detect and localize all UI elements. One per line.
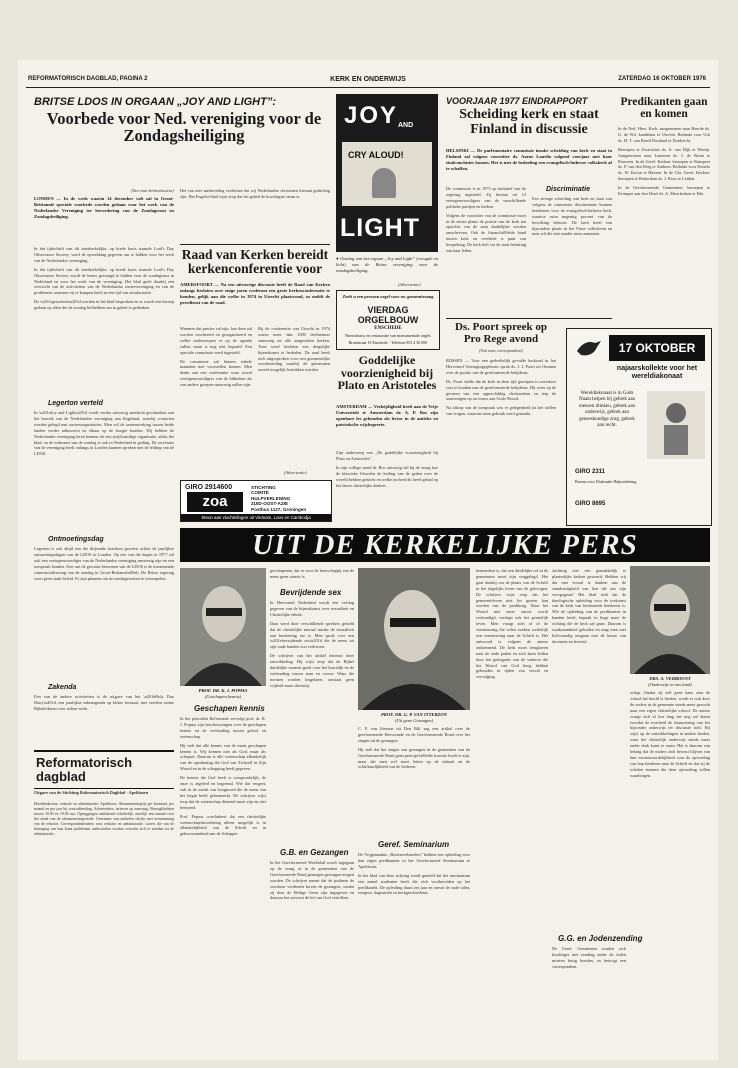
header-center: KERK EN ONDERWIJS xyxy=(330,76,406,83)
pers-body2: In Hervormd Nederland wordt een verslag gegeven van de bijeenkomst over sexualiteit en Christelijke ethiek. Daar werd door verschillende sprekers gesteld dat de christelijke moraal inzake de sexualiteit aan herziening toe is. Men sprak over een \u201ebevrijdende sex\u201d die de mens uit zijn oude banden zou verlossen. De schrijver van het artikel betreurt deze ontwikkeling. Hij wijst erop dat de Bijbel duidelijke normen geeft voor het huwelijk en de verhouding tussen man en vrouw. Waar die normen worden losgelaten, ontstaat geen vrijheid maar slavernij. xyxy=(270,600,354,688)
art1-body4: Een van de andere activiteiten is de uitgave van het \u201eHoly Day Diary\u201d, een jaarlijkse zakenagenda op kleine formaat, met veertien ruime Bijbelteksten voor iedere week. xyxy=(34,694,174,711)
pers-sub3: G.B. en Gezangen xyxy=(280,848,349,857)
colophon: Hoofdredacteur, redactie en administratie: Apeldoorn. Abonnementsprijs per kwartaal, per maand en per jaar bij vooruitbetaling. Advertenties: tarieven op aanvraag. Bezorgklachten tussen 18.00 en 19.00 uur. Opzeggingen uitsluitend schriftelijk, uiterlijk een maand voor het einde van de abonnementsperiode. Overname van artikelen slechts met toestemming van de redactie. Correspondentieadres voor redactie en administratie. Lezers die van de bezorging van hun krant problemen ondervinden worden verzocht zich te wenden tot de administratie. xyxy=(34,802,174,836)
kollekte-advert xyxy=(566,328,712,526)
kollekte-date: 17 OKTOBER xyxy=(609,335,705,361)
vierdag-advert xyxy=(336,290,440,350)
itterzon-caption: PROF. DR. G. P. VAN ITTERZON xyxy=(381,712,447,717)
art4-body-text: Zijn onderwerp was „De goddelijke voorzienigheid bij Plato en Aristoteles”. xyxy=(336,450,438,461)
art3-body2: Een strenge scheiding van kerk en staat zou volgens de commissie discriminatie kunnen betekenen voor de evangelisch-lutherse kerk, waartoe ruim negentig procent van de bevolking behoort. De kerk heeft een bijzondere plaats in het Finse volksleven en men wil die niet zonder meer aantasten. xyxy=(532,196,612,237)
art4-lead: AMSTERDAM — Veelzijdigheid heeft aan de Vrije Universiteit te Amsterdam dr. A. P. Bos zijn openbare les gehouden als lector in de antieke en patristische wijsbegeerte. xyxy=(336,404,438,428)
zoa-line2: COMITE xyxy=(251,490,269,496)
zoa-text xyxy=(251,485,306,512)
zoa-line3: HULPVERLENING xyxy=(251,495,291,501)
art5-body: RIJSSEN — Voor een gedeeltelijk gevulde kerkzaal in het Hervormd Verenigingsgebouw sprak ds. J. J. Poort uit Ommen over de positie van de gereformeerde belijdenis. Ds. Poort stelde dat de kerk in deze tijd geroepen is onverkort vast te houden aan de gereformeerde belijdenis. Hij wees op de gevaren van een oppervlakkig christendom en riep de aanwezigen op tot trouw aan Gods Woord. Na afloop van de toespraak was er gelegenheid tot het stellen van vragen, waarvan ruim gebruik werd gemaakt. xyxy=(446,358,556,417)
footer-text: Uitgave van de Stichting Reformatorisch Dagblad · Apeldoorn xyxy=(34,790,149,795)
header-right: ZATERDAG 16 OKTOBER 1976 xyxy=(618,76,706,82)
vierdag-title1: VIERDAG xyxy=(367,305,409,315)
art3-body: De commissie is in 1973 op initiatief van de regering ingesteld. Zij bestaat uit 13 vertegenwoordigers van de verschillende politieke partijen en kerken. Volgens de voorzitter van de commissie moet in de eerste plaats de positie van de kerk ten opzichte van de staat duidelijker worden omschreven. Ook de financi\u00eble band tussen kerk en overheid is punt van bespreking. De kerk heft via de staat belasting van haar leden. xyxy=(446,186,526,254)
pers-body5: kenmerken is, dat een duidelijke rol in de gemeenten moet zijn weggelegd. Het gaat daarbij om de plaats van de Schrift in het dagelijks leven van de gelovigen. De schrijver wijst erop dat het gemeenteleven niet los gezien kan worden van de prediking. Waar het Woord niet meer zuiver wordt verkondigd, verslapt ook het geestelijk leven. Men vraagt zich af of de vernieuwing die velen zoeken werkelijk een vernieuwing naar de Schrift is. Het antwoord is volgens de auteur ontkennend. De kerk moet terugkeren naar de oude paden en zich laten leiden door het getuigenis van de vaderen die het Woord van God hoog hebben gehouden in tijden van verval en vervolging. xyxy=(476,568,548,680)
art3-headline: Scheiding kerk en staat Finland in discussie xyxy=(459,107,599,137)
pers-body7: De Geref. Gemeenten zouden zich krachtiger met zending onder de Joden moeten bezig houden, zo betoogt een correspondent. xyxy=(552,946,626,969)
itterzon-photo xyxy=(358,568,470,710)
dove-icon xyxy=(575,337,603,361)
predikanten-body: In de Ned. Herv. Kerk: aangenomen naar Heerde ds. G. de Wit, kandidaat te Utrecht. Bedankt voor Urk ds. H. T. van Reedt Dortland te Dordrecht. Beroepen te Zwartsluis ds. A. van Dijk te Wezep. Aangenomen naar Lunteren ds. J. de Bruin te Rouveen. In de Geref. Kerken: beroepen te Nunspeet ds. P. van den Berg te Arnhem. Bedankt voor Ermelo ds. W. Kroon te Hattem. In de Chr. Geref. Kerken: beroepen te Rotterdam ds. J. Roos te Leiden. In de Gereformeerde Gemeenten: beroepen te Krimpen aan den IJssel ds. A. Moerkerken te Ede. xyxy=(618,126,710,197)
pers-body1: In het periodiek Reformatie vervolgt prof. dr. K. J. Popma zijn beschouwingen over de geschapen kennis en de verhouding tussen geloof en wetenschap. Hij stelt dat alle kennis van de mens geschapen kennis is. Wij kennen niet als God, maar als schepsel. Daarom is alle wetenschap afhankelijk van de openbaring die God van Zichzelf in Zijn Woord en in de schepping heeft gegeven. De kennis die God heeft is oorspronkelijk; de onze is afgeleid en begrensd. Wie dat vergeet, valt in de zonde van hoogmoed die de mens van het begin heeft gekenmerkt. De schrijver wijst erop dat de wetenschap dienend moet zijn en niet heersend. Prof. Popma concludeert dat een christelijke wetenschapsbeoefening alleen mogelijk is in afhankelijkheid van de Schrift en in gehoorzaamheid aan de Schepper. xyxy=(180,716,266,837)
art5-body-text: RIJSSEN — Voor een gedeeltelijk gevulde kerkzaal in het Hervormd Verenigingsgebouw sprak ds. J. J. Poort uit Ommen over de positie van de gereformeerde belijdenis. xyxy=(446,358,556,375)
pers-sub5: G.G. en Jodenzending xyxy=(558,934,643,943)
pers-body4-text: De Vrijgemaakte „Buitenverbanders” hebben een opleiding voor hun eigen predikanten in het Gereformeerd Seminarium te Apeldoorn. xyxy=(358,852,470,869)
cover-illustration xyxy=(372,168,396,198)
vierdag-text: Nieuwbouw en restauratie van monumentale orgels xyxy=(344,333,432,338)
vierdag-intro: Zeeft u een persoon orgel voor uw gemeentezang xyxy=(342,294,434,299)
art2-headline: Raad van Kerken bereidt kerkenconferentie voor xyxy=(181,247,329,277)
kollekte-giro2: GIRO 8695 xyxy=(575,501,606,507)
art1-sub3: Zakenda xyxy=(48,684,77,691)
cry-aloud: CRY ALOUD! xyxy=(348,150,404,160)
verbooent-photo xyxy=(630,566,710,674)
zoa-line4: ZUID-OOST-AZIE xyxy=(251,501,289,507)
pers-body2-text: In Hervormd Nederland wordt een verslag gegeven van de bijeenkomst over sexualiteit en Christelijke ethiek. xyxy=(270,600,354,617)
header-left: REFORMATORISCH DAGBLAD, PAGINA 2 xyxy=(28,76,148,82)
itterzon-subcaption: (Uit gene Gezangen) xyxy=(394,718,434,723)
pers-sub4: Geref. Seminarium xyxy=(378,840,450,849)
art5-byline: (Van onze correspondent) xyxy=(479,348,523,353)
vierdag-title2: ORGELBOUW xyxy=(357,315,419,325)
art4-headline: Goddelijke voorzienigheid bij Plato en Aristoteles xyxy=(337,353,437,393)
header-rule xyxy=(26,87,710,88)
art3-kicker: VOORJAAR 1977 EINDRAPPORT xyxy=(446,96,588,106)
kollekte-body: Wereldiakonaat is in Gods Naam helpen bij gebrek aan mensen drinken, gebrek aan onderwijs, gebrek aan geneeskundige zorg, gebrek aan recht. xyxy=(578,391,636,429)
art1-body: In dat tijdschrift van dit interkerkelijke, op brede basis staande Lord's Day Observance Society, werd de opwekking gegeven om te bidden voor het werk van de Nederlandse vereniging. In dat tijdschrift van dit interkerkelijke, op brede basis staande Lord's Day Observance Society wordt de lezers gevraagd te bidden voor de zondagsrust in Nederland en voor het werk van de vereniging. Het blad geeft daarbij een overzicht van de activiteiten van de Nederlandse zustervereniging en van de problemen waarmee zij te kampen heeft in een tijd van secularisatie. De \u201egeruchten\u201d worden in het blad besproken en er wordt een beroep gedaan op allen die de zondag liefhebben om in gebed te gedenken. xyxy=(34,246,174,311)
pers-sub2: Bevrijdende sex xyxy=(280,588,342,597)
zoa-line1: STICHTING xyxy=(251,485,276,490)
art1-sub2: Ontmoetingsdag xyxy=(48,536,104,543)
kollekte-illustration xyxy=(647,391,705,459)
footer-logo: Reformatorisch dagblad xyxy=(36,755,133,784)
zoa-giro: GIRO 2914600 xyxy=(185,484,233,491)
art2-lead: AMERSFOORT — Na een uitvoerige discussie heeft de Raad van Kerken onlangs besloten over enige jaren wederom een grote kerkenconferentie te houden, gelijk aan die welke in 1974 in Utrecht plaatsvond, zo meldt de persdienst van de raad. xyxy=(180,282,330,306)
kollekte-small: Bureau voor Diakonale Hulpverlening xyxy=(575,479,637,484)
vierdag-advert-label: (Advertentie) xyxy=(398,282,421,287)
joy-word: JOY xyxy=(344,102,399,129)
art1-byline: (Van onze kerkredacteur) xyxy=(130,188,174,193)
art2-body-text: Wanneer dat precies zal zijn, hoe deze zal worden voorbereid en georganiseerd en welke onderwerpen er op de agenda zullen staan is nog niet bepaald. Een speciale commissie werd ingesteld. xyxy=(180,326,252,355)
pers-body-intro: geschapenen, dat er voor de heerschappij van de mens geen ruimte is. xyxy=(270,568,354,579)
art1-sub1: Legerton verteld xyxy=(48,400,103,407)
cover-inner xyxy=(342,142,432,206)
art1-body3: Legerton is ook altijd een der drijvende krachten geweest achter de jaarlijkse ontmoetingsdagen van de LDOS in Londen. Op een van die dagen in 1977 zal ook een vertegenwoordiger van de Nederlandse vereniging aanwezig zijn en een toespraak houden. Een van de grootste bezwaren van de LDOS is de toenemende commercialisering van de zondag in Groot-Brittanni\u00eb. De Britse regering voert geen strak beleid. Er zijn plannen om de zondagswetten te versoepelen. xyxy=(34,546,174,581)
pers-body3: C. P. van Itterzon uit Den Bilt zag een artikel over de gereformeerde Hervormde en de Gereformeerde Bond over het zingen uit de gezangen. Hij stelt dat het zingen van gezangen in de gemeenten van de Gereformeerde Bond geen principi\u00eble kwestie hoeft te zijn, maar dat men wel moet letten op de inhoud en de schriftuurlijkheid van de liederen. xyxy=(358,726,470,770)
art2-rule xyxy=(180,244,330,245)
zoa-logo: zoa xyxy=(187,492,243,512)
vierdag-place: ENSCHEDE xyxy=(374,326,402,331)
pers-body8: schap. Omdat zij zelf geen kans zien de school het hoofd te bieden, wordt er ook door de ouders in de gemeente steeds meer gezocht naar een eigen christelijke school. De auteur vraagt zich af hoe lang het nog zal duren voordat de overheid de financiering van het bijzonder onderwijs ter discussie stelt. Hij wijst op de ontwikkelingen in andere landen, waar het christelijk onderwijs steeds meer onder druk komt te staan. Het is daarom van belang dat de ouders zich bewust blijven van hun verantwoordelijkheid voor de opvoeding van hun kinderen naar de Schrift en dat zij de scholen steunen die deze opvoeding willen waarborgen. xyxy=(630,690,710,778)
art4-body: Zijn onderwerp was „De goddelijke voorzienigheid bij Plato en Aristoteles”. In zijn college stond dr. Bos uitvoerig stil bij de vraag hoe de klassieke filosofen de leiding van de goden over de wereld hebben gedacht en welke invloed dit heeft gehad op het latere christelijke denken. xyxy=(336,450,438,488)
art2-body: Wanneer dat precies zal zijn, hoe deze zal worden voorbereid en georganiseerd en welke onderwerpen er op de agenda zullen staan is nog niet bepaald. Een speciale commissie werd ingesteld. De commissie zal binnen enkele maanden met voorstellen komen. Men denkt aan een conferentie waar zowel vertegenwoordigers van de lidkerken als van andere groepen aanwezig zullen zijn. xyxy=(180,326,252,388)
vierdag-addr: Bruinstraat 19 Enschede · Telefoon 053 4 30 000 xyxy=(348,340,428,345)
pers-body4: De Vrijgemaakte „Buitenverbanders” hebben een opleiding voor hun eigen predikanten in het Gereformeerd Seminarium te Apeldoorn. In het blad van deze richting wordt gemeld dat het seminarium een aantal studenten heeft die zich voorbereiden op het predikambt. De opleiding duurt zes jaar en omvat de oude talen, exegese, dogmatiek en kerkgeschiedenis. xyxy=(358,852,470,896)
art3-body-text: De commissie is in 1973 op initiatief van de regering ingesteld. Zij bestaat uit 13 vertegenwoordigers van de verschillende politieke partijen en kerken. xyxy=(446,186,526,209)
popma-subcaption: (Geschapen kennis) xyxy=(204,694,242,699)
popma-caption: PROF. DR. K. J. POPMA xyxy=(198,688,248,693)
page-header xyxy=(18,76,718,87)
predikanten-body-text: In de Ned. Herv. Kerk: aangenomen naar Heerde ds. G. de Wit, kandidaat te Utrecht. Bedankt voor Urk ds. H. T. van Reedt Dortland te Dordrecht. xyxy=(618,126,710,143)
art1-kicker: BRITSE LDOS IN ORGAAN „JOY AND LIGHT”: xyxy=(34,96,277,108)
art1-body2: In \u201eJoy and Light\u201d wordt verder uitvoerig aandacht geschonken aan het bezoek van de Nederlandse vereniging aan Engeland, waarbij contacten werden gelegd met zustersorganisaties. Men wil de samenwerking tussen beide landen verder uitbouwen en elkaar op de hoogte houden. Wij hebben de Nederlandse vereniging leren kennen als een strijdvaardige organisatie, aldus het blad, en de toekomst van de zondag is ook in Nederland in geding. De secretaris van de vereniging heeft onlangs in Londen kunnen spreken met de leiding van de LDOS. xyxy=(34,410,174,457)
joy-light-cover xyxy=(336,94,438,252)
art1-body-text: In dat tijdschrift van dit interkerkelijke, op brede basis staande Lord's Day Observance Society, werd de opwekking gegeven om te bidden voor het werk van de Nederlandse vereniging. xyxy=(34,246,174,263)
art1-col2: Het van zeer aanbeveling verdienen dat wij Nederlandse christenen hieraan gedachtig zijn. Het Engelse blad wijst erop dat het gebed de krachtigste steun is. xyxy=(180,188,330,199)
art2-body2: Bij de conferentie van Utrecht in 1974 waren meer dan 1000 deelnemers aanwezig uit alle aangesloten kerken. Toen werd besloten een dergelijke bijeenkomst te herhalen. De raad heeft zich uitgesproken voor een gezamenlijke voorbereiding waarbij de gemeenten zoveel mogelijk betrokken worden. xyxy=(258,326,330,373)
predikanten-headline: Predikanten gaan en komen xyxy=(620,96,708,121)
kollekte-title: najaarskollekte voor het wereldiakonaat xyxy=(616,365,698,380)
pers-body2b: In het Gereformeerd Weekblad wordt ingegaan op de vraag of in de gemeenten van de Gereformeerde Bond gezangen gezongen mogen worden. De schrijver meent dat de psalmen de voorkeur verdienen boven de gezangen, omdat zij door de Heilige Geest zijn ingegeven en daarom het zuiverst de lof van God vertolken. xyxy=(270,860,354,901)
pers-banner: UIT DE KERKELIJKE PERS xyxy=(180,528,710,562)
art1-headline: Voorbede voor Ned. vereniging voor de Zondagsheiliging xyxy=(46,109,322,146)
art3-lead: HELSINKI — De parlementaire commissie inzake scheiding van kerk en staat in Finland zal volgens voorzitter ds. Aarne Laurila volgend voorjaar met haar eindconclusies komen. Het is niet de bedoeling een evangelisch-lutherse volkskerk af te schaffen. xyxy=(446,148,612,172)
pers-body6: stichting niet een gemakkelijk te plaatselijke kerken gewaard. Hebben wij dat niet vooral te danken aan de standvastigheid van hen die ons zijn voorgegaan? Het blad stelt dat de theologische opleiding voor de toekomst van de kerk van beslissende betekenis is. Wie de opleiding van de predikanten in handen heeft, bepaalt in hoge mate de richting die de kerk zal gaan. Daarom is waakzaamheid geboden en mag men niet lichtvaardig omgaan met de keuze van docenten en leerstof. xyxy=(552,568,626,644)
popma-photo xyxy=(180,568,266,686)
zoa-footer: Steun aan vluchtelingen uit Vietnam, Laos en Cambodja xyxy=(181,514,331,521)
art5-headline: Ds. Poort spreek op Pro Rege avond xyxy=(454,321,548,345)
art3-sub: Discriminatie xyxy=(546,186,590,193)
art1-lead: LONDEN — In de week waarin 14 december valt zal in Groot-Brittannië speciale voorbede worden gedaan voor het werk van de Nederlandse Vereniging ter bevordering van de Zondagsrust en Zondagsheiliging. xyxy=(34,196,174,220)
art2-advert-label: (Advertentie) xyxy=(284,470,307,475)
verbooent-subcaption: (Onderwijs in ons land) xyxy=(648,682,692,687)
pers-sub1: Geschapen kennis xyxy=(194,704,265,713)
kollekte-giro1: GIRO 2311 xyxy=(575,469,606,475)
joy-caption: ● Omslag van het orgaan „Joy and Light” (vreugde en licht) van de Britse vereniging voor de zondagsheiliging. xyxy=(336,256,438,273)
and-word: AND xyxy=(398,122,414,129)
pers-body1-text: In het periodiek Reformatie vervolgt prof. dr. K. J. Popma zijn beschouwingen over de geschapen kennis en de verhouding tussen geloof en wetenschap. xyxy=(180,716,266,739)
zoa-advert xyxy=(180,480,332,522)
art5-rule xyxy=(446,318,612,319)
newspaper-page xyxy=(18,60,718,1060)
pers-body3-text: C. P. van Itterzon uit Den Bilt zag een artikel over de gereformeerde Hervormde en de Gereformeerde Bond over het zingen uit de gezangen. xyxy=(358,726,470,743)
verbooent-caption: DRS. A. VERBOONT xyxy=(649,676,691,681)
zoa-line5: Postbus 1127, Groningen xyxy=(251,506,307,512)
light-word: LIGHT xyxy=(340,214,420,242)
footer-logo-box xyxy=(34,750,174,789)
